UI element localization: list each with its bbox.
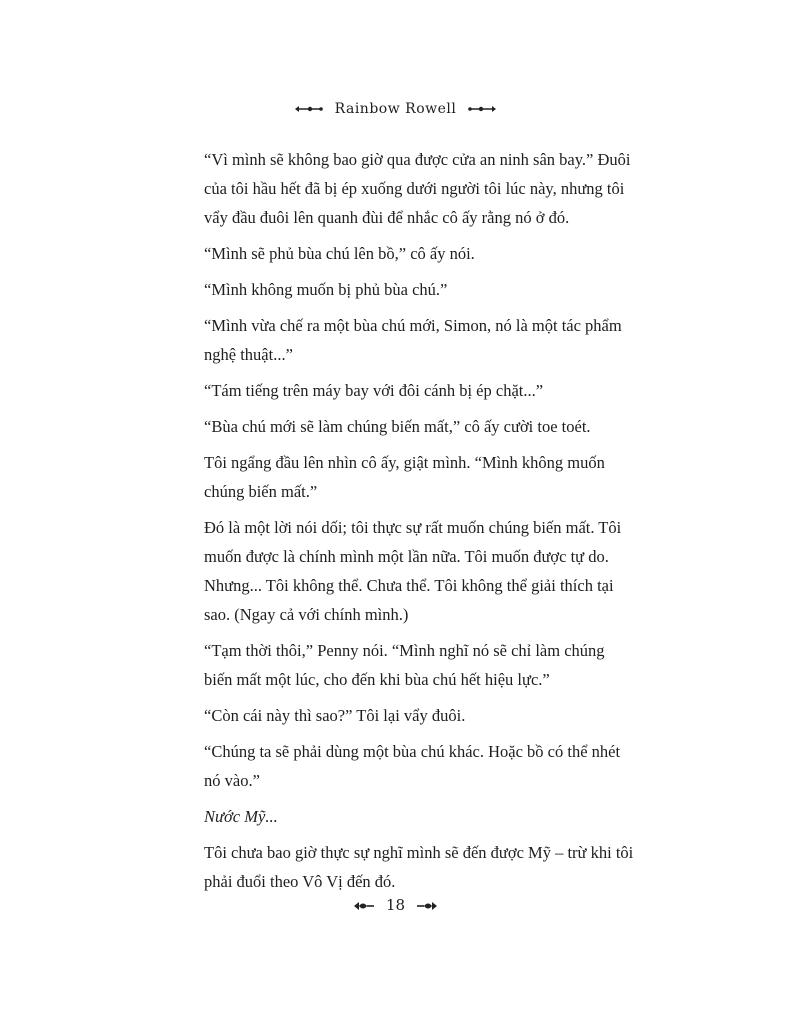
paragraph: “Chúng ta sẽ phải dùng một bùa chú khác. Hoặc bồ có thể nhét nó vào.” bbox=[204, 742, 621, 790]
paragraph: “Bùa chú mới sẽ làm chúng biến mất,” cô ấy cười toe toét. bbox=[204, 417, 591, 436]
paragraph: “Mình không muốn bị phủ bùa chú.” bbox=[204, 280, 448, 299]
paragraph: “Mình vừa chế ra một bùa chú mới, Simon, nó là một tác phẩm nghệ thuật...” bbox=[204, 316, 622, 364]
running-header bbox=[0, 101, 791, 117]
paragraph: “Vì mình sẽ không bao giờ qua được cửa an ninh sân bay.” Đuôi của tôi hầu hết đã bị ép xuống dưới người tôi lúc này, nhưng tôi vẩy đầu đuôi lên quanh đùi để nhắc cô ấy rằng nó ở đó. bbox=[204, 150, 631, 227]
page-footer bbox=[0, 896, 791, 914]
paragraph: “Còn cái này thì sao?” Tôi lại vẩy đuôi. bbox=[204, 706, 466, 725]
italic-paragraph: Nước Mỹ... bbox=[204, 807, 278, 826]
right-flourish-icon bbox=[467, 104, 497, 114]
paragraph: “Tám tiếng trên máy bay với đôi cánh bị ép chặt...” bbox=[204, 381, 544, 400]
left-flourish-icon bbox=[294, 104, 324, 114]
page-body bbox=[204, 145, 636, 903]
paragraph: Tôi ngẩng đầu lên nhìn cô ấy, giật mình. “Mình không muốn chúng biến mất.” bbox=[204, 453, 605, 501]
right-fleuron-icon bbox=[416, 900, 438, 912]
running-title: Rainbow Rowell bbox=[334, 101, 457, 117]
paragraph: “Mình sẽ phủ bùa chú lên bồ,” cô ấy nói. bbox=[204, 244, 475, 263]
paragraph: “Tạm thời thôi,” Penny nói. “Mình nghĩ nó sẽ chỉ làm chúng biến mất một lúc, cho đến khi bùa chú hết hiệu lực.” bbox=[204, 641, 605, 689]
left-fleuron-icon bbox=[353, 900, 375, 912]
paragraph: Đó là một lời nói dối; tôi thực sự rất muốn chúng biến mất. Tôi muốn được là chính mình một lần nữa. Tôi muốn được tự do. Nhưng... Tôi không thể. Chưa thể. Tôi không thể giải thích tại sao. (Ngay cả với chính mình.) bbox=[204, 518, 622, 624]
paragraph: Tôi chưa bao giờ thực sự nghĩ mình sẽ đến được Mỹ – trừ khi tôi phải đuổi theo Vô Vị đến đó. bbox=[204, 843, 634, 891]
page-number: 18 bbox=[385, 896, 406, 914]
